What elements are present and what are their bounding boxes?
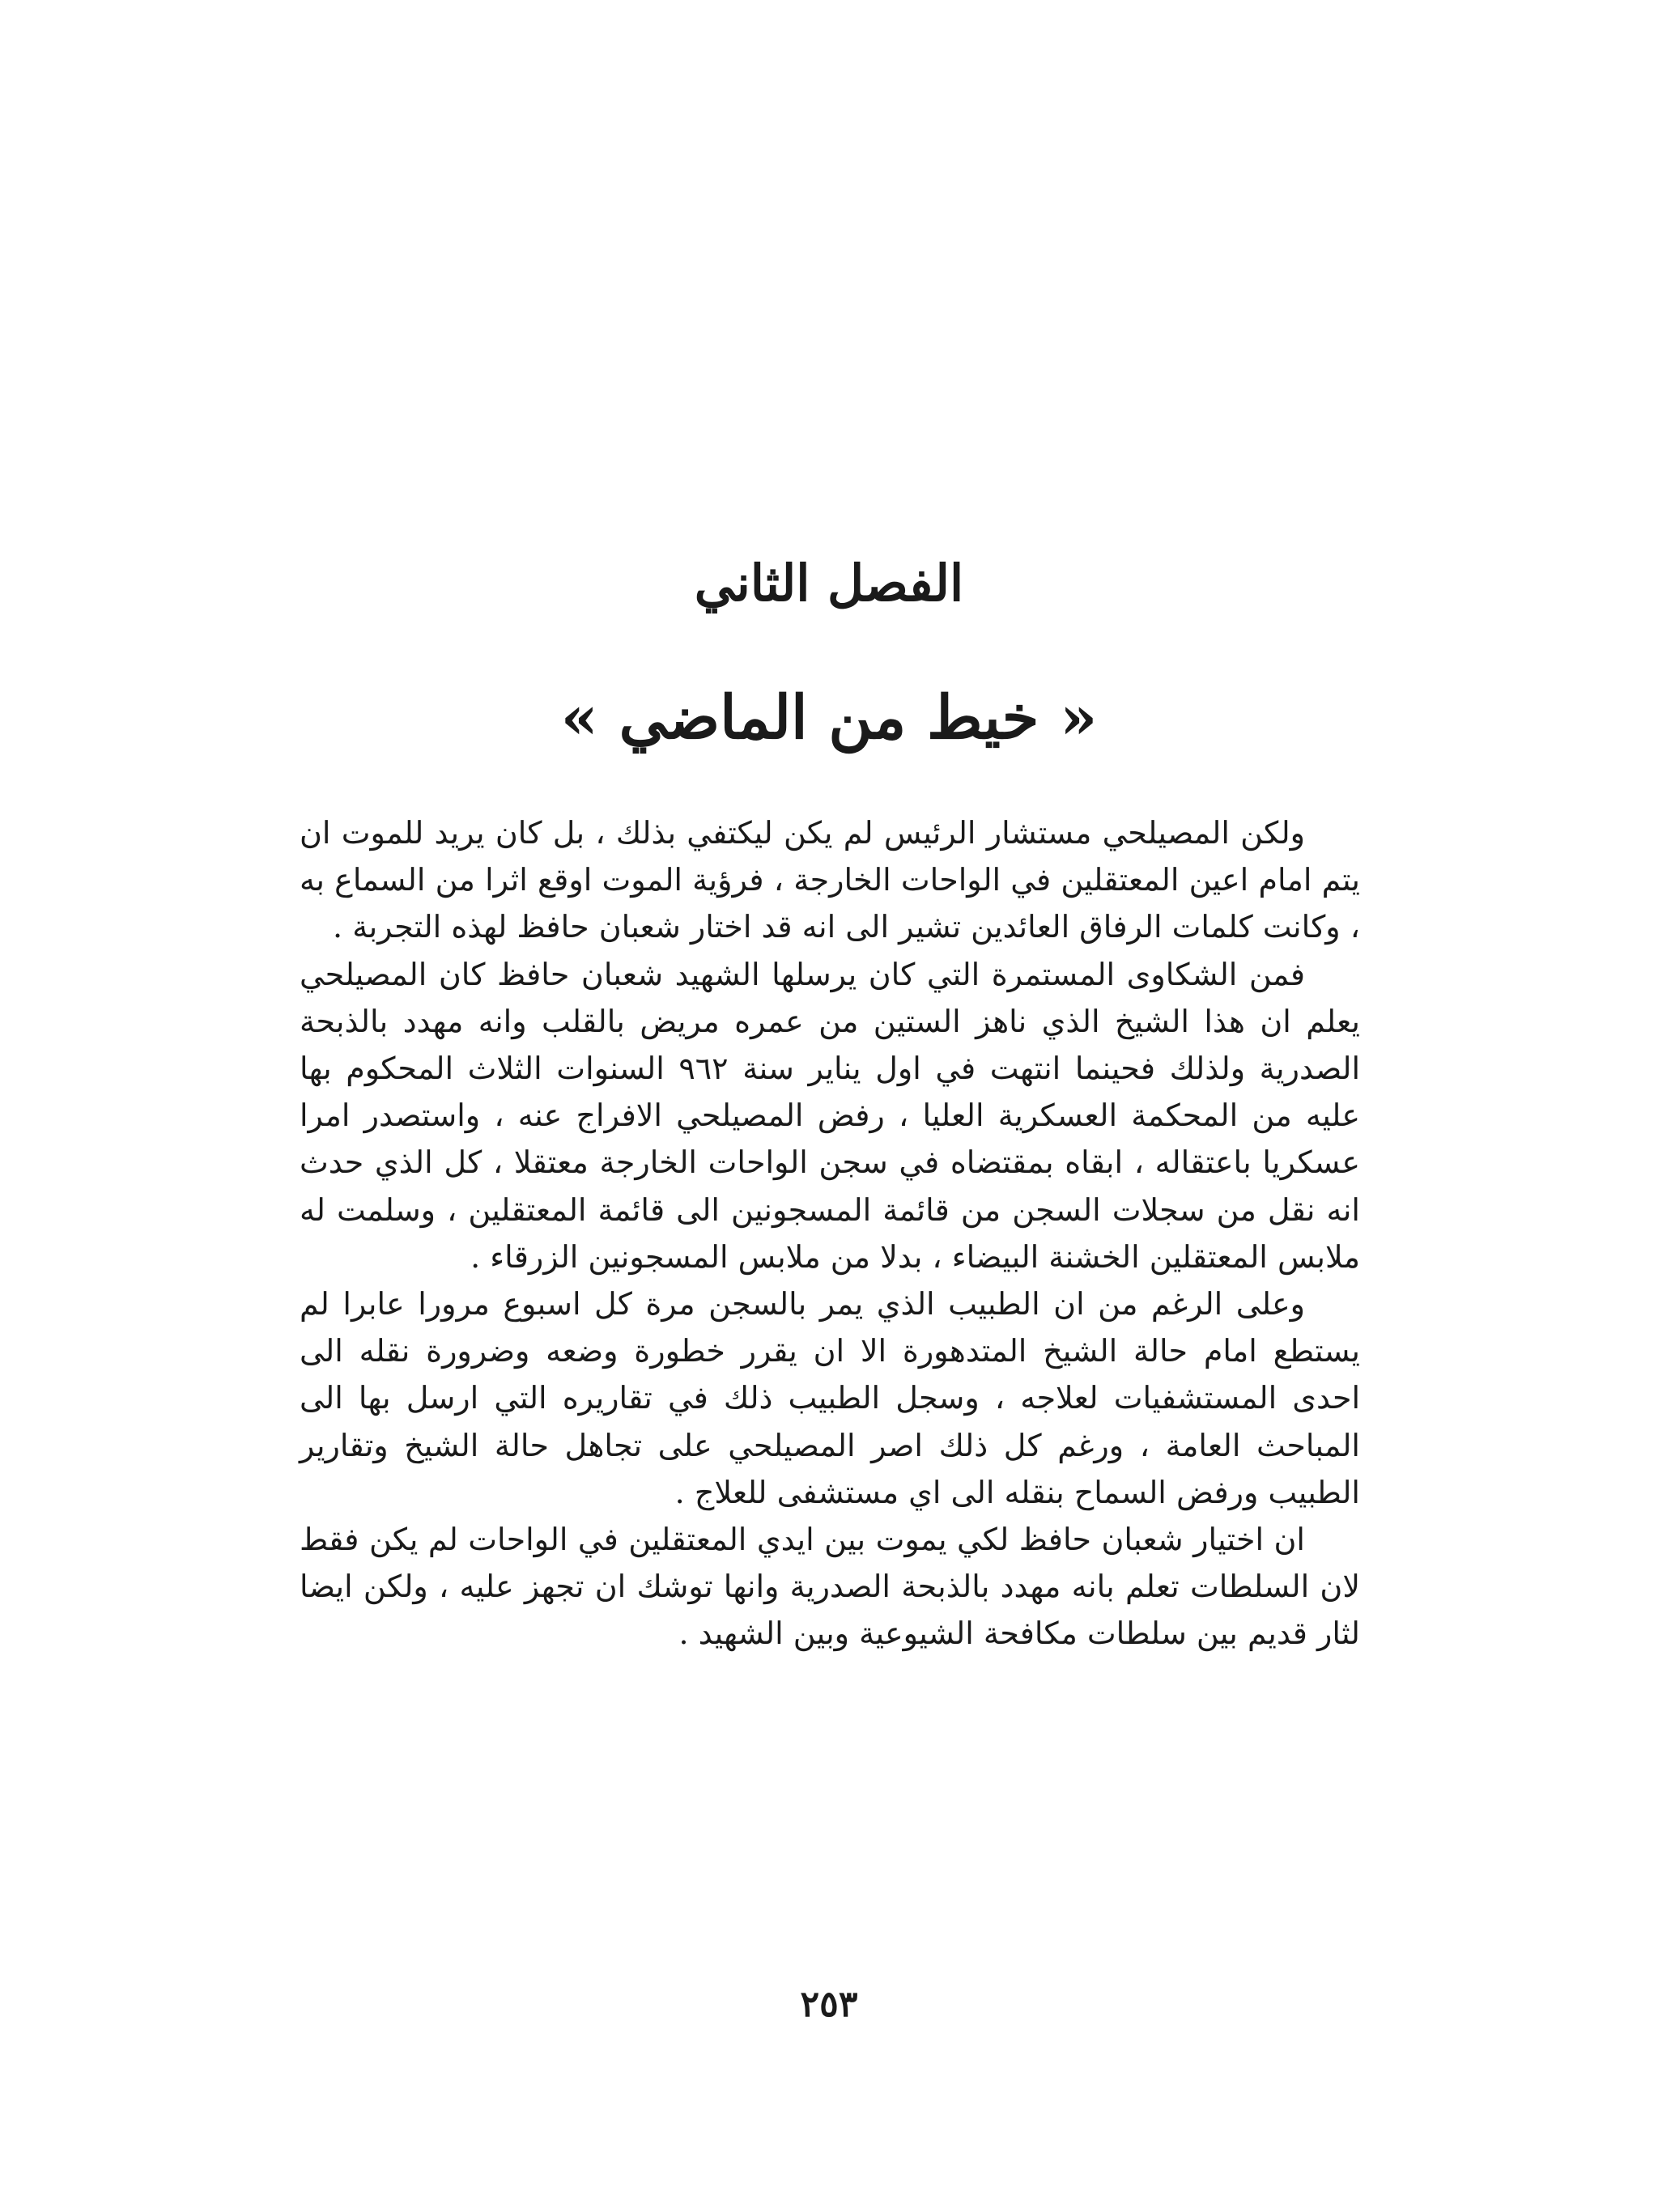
paragraph: وعلى الرغم من ان الطبيب الذي يمر بالسجن مرة كل اسبوع مرورا عابرا لم يستطع امام حالة الشيخ المتدهورة الا ان يقرر خطورة وضعه وضرورة نقله الى احدى المستشفيات لعلاجه ، وسجل الطبيب ذلك في تقاريره التي ارسل بها الى المباحث العامة ، ورغم كل ذلك اصر المصيلحي على تجاهل حالة الشيخ وتقارير الطبيب ورفض السماح بنقله الى اي مستشفى للعلاج . — [300, 1286, 1360, 1510]
chapter-title: « خيط من الماضي » — [560, 683, 1098, 753]
chapter-label: الفصل الثاني — [694, 554, 964, 613]
paragraph: ان اختيار شعبان حافظ لكي يموت بين ايدي المعتقلين في الواحات لم يكن فقط لان السلطات تعلم بانه مهدد بالذبحة الصدرية وانها توشك ان تجهز عليه ، ولكن ايضا لثار قديم بين سلطات مكافحة الشيوعية وبين الشهيد . — [300, 1522, 1360, 1652]
paragraph: ولكن المصيلحي مستشار الرئيس لم يكن ليكتفي بذلك ، بل كان يريد للموت ان يتم امام اعين المعتقلين في الواحات الخارجة ، فرؤية الموت اوقع اثرا من السماع به ، وكانت كلمات الرفاق العائدين تشير الى انه قد اختار شعبان حافظ لهذه التجربة . — [300, 815, 1360, 945]
paragraph: فمن الشكاوى المستمرة التي كان يرسلها الشهيد شعبان حافظ كان المصيلحي يعلم ان هذا الشيخ الذي ناهز الستين من عمره مريض بالقلب وانه مهدد بالذبحة الصدرية ولذلك فحينما انتهت في اول يناير سنة ٩٦٢ السنوات الثلاث المحكوم بها عليه من المحكمة العسكرية العليا ، رفض المصيلحي الافراج عنه ، واستصدر امرا عسكريا باعتقاله ، ابقاه بمقتضاه في سجن الواحات الخارجة معتقلا ، كل الذي حدث انه نقل من سجلات السجن من قائمة المسجونين الى قائمة المعتقلين ، وسلمت له ملابس المعتقلين الخشنة البيضاء ، بدلا من ملابس المسجونين الزرقاء . — [300, 956, 1360, 1275]
page-number: ٢٥٣ — [800, 1984, 858, 2025]
body-text — [300, 809, 1360, 1658]
